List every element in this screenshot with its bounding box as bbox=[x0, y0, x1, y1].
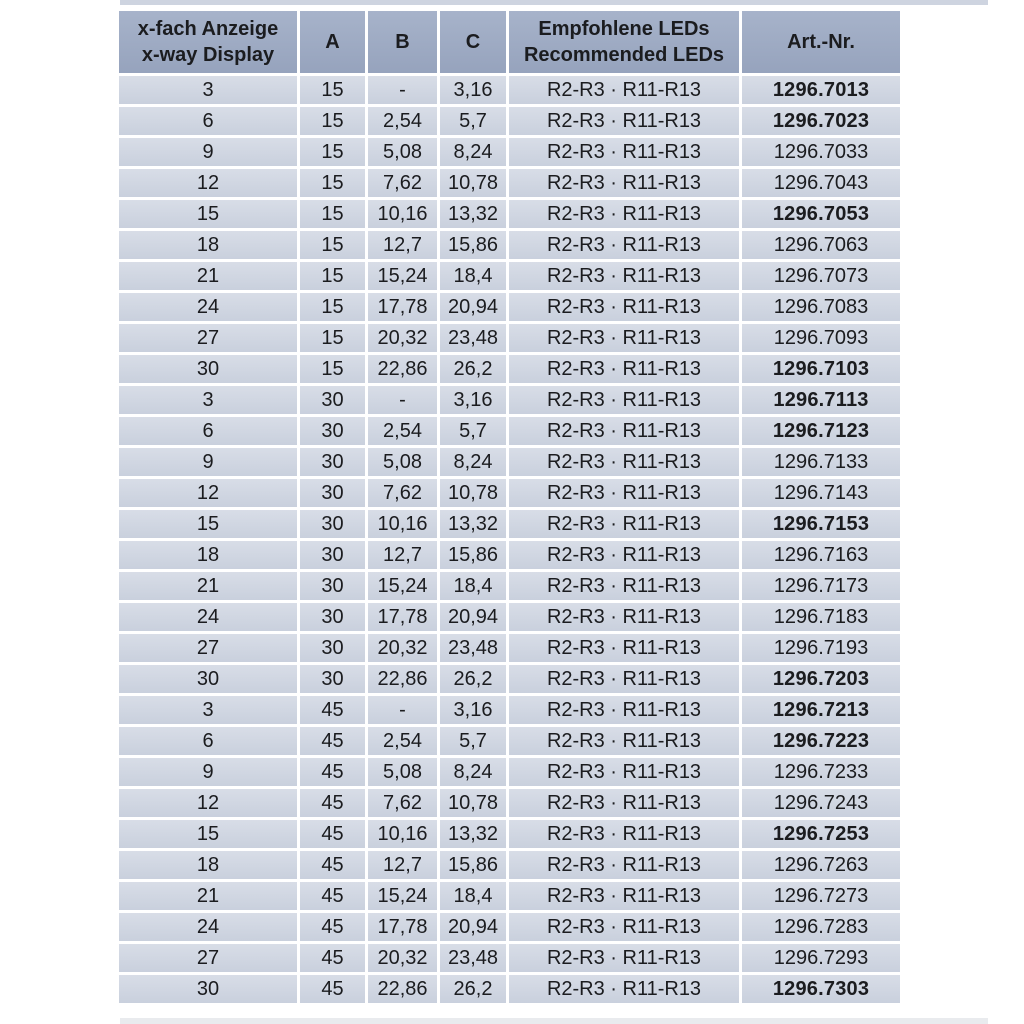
cell-art: 1296.7213 bbox=[742, 696, 900, 724]
cell-display: 24 bbox=[119, 913, 297, 941]
cell-b: 10,16 bbox=[368, 200, 437, 228]
table-row bbox=[119, 851, 900, 879]
cell-leds: R2-R3 · R11-R13 bbox=[509, 386, 739, 414]
cell-b: 17,78 bbox=[368, 913, 437, 941]
cell-art: 1296.7073 bbox=[742, 262, 900, 290]
cell-display: 12 bbox=[119, 169, 297, 197]
table-row bbox=[119, 820, 900, 848]
cell-display: 21 bbox=[119, 882, 297, 910]
table-row bbox=[119, 76, 900, 104]
cell-display: 15 bbox=[119, 510, 297, 538]
col-header-display-de: x-fach Anzeige bbox=[137, 18, 279, 40]
cell-c: 26,2 bbox=[440, 975, 506, 1003]
cell-display: 27 bbox=[119, 634, 297, 662]
cell-a: 15 bbox=[300, 293, 365, 321]
table-row bbox=[119, 200, 900, 228]
cell-c: 26,2 bbox=[440, 355, 506, 383]
col-header-a: A bbox=[300, 11, 365, 73]
cell-a: 45 bbox=[300, 851, 365, 879]
cell-c: 3,16 bbox=[440, 696, 506, 724]
table-row bbox=[119, 665, 900, 693]
cell-leds: R2-R3 · R11-R13 bbox=[509, 572, 739, 600]
cell-a: 30 bbox=[300, 572, 365, 600]
cell-c: 20,94 bbox=[440, 913, 506, 941]
cell-display: 15 bbox=[119, 200, 297, 228]
cell-art: 1296.7143 bbox=[742, 479, 900, 507]
cell-display: 18 bbox=[119, 231, 297, 259]
cell-b: 2,54 bbox=[368, 107, 437, 135]
cell-a: 45 bbox=[300, 820, 365, 848]
cell-leds: R2-R3 · R11-R13 bbox=[509, 200, 739, 228]
cell-leds: R2-R3 · R11-R13 bbox=[509, 913, 739, 941]
led-display-spec-table bbox=[116, 8, 903, 1006]
cell-c: 23,48 bbox=[440, 634, 506, 662]
cell-art: 1296.7053 bbox=[742, 200, 900, 228]
cell-art: 1296.7093 bbox=[742, 324, 900, 352]
cell-b: 2,54 bbox=[368, 417, 437, 445]
cell-display: 9 bbox=[119, 138, 297, 166]
cell-a: 15 bbox=[300, 355, 365, 383]
cell-leds: R2-R3 · R11-R13 bbox=[509, 479, 739, 507]
cell-a: 45 bbox=[300, 944, 365, 972]
cell-c: 8,24 bbox=[440, 758, 506, 786]
cell-leds: R2-R3 · R11-R13 bbox=[509, 882, 739, 910]
cell-leds: R2-R3 · R11-R13 bbox=[509, 293, 739, 321]
cell-a: 45 bbox=[300, 975, 365, 1003]
cell-a: 15 bbox=[300, 231, 365, 259]
cell-display: 18 bbox=[119, 541, 297, 569]
cell-a: 30 bbox=[300, 634, 365, 662]
cell-display: 27 bbox=[119, 324, 297, 352]
scan-artifact-top bbox=[120, 0, 988, 5]
cell-b: 12,7 bbox=[368, 541, 437, 569]
cell-c: 10,78 bbox=[440, 479, 506, 507]
cell-c: 15,86 bbox=[440, 541, 506, 569]
cell-art: 1296.7083 bbox=[742, 293, 900, 321]
table-row bbox=[119, 386, 900, 414]
cell-display: 24 bbox=[119, 603, 297, 631]
cell-a: 45 bbox=[300, 882, 365, 910]
cell-leds: R2-R3 · R11-R13 bbox=[509, 417, 739, 445]
table-row bbox=[119, 107, 900, 135]
cell-b: 15,24 bbox=[368, 882, 437, 910]
cell-a: 30 bbox=[300, 386, 365, 414]
cell-leds: R2-R3 · R11-R13 bbox=[509, 231, 739, 259]
cell-a: 30 bbox=[300, 448, 365, 476]
cell-display: 6 bbox=[119, 727, 297, 755]
col-header-leds-en: Recommended LEDs bbox=[523, 44, 725, 66]
table-row bbox=[119, 944, 900, 972]
cell-c: 10,78 bbox=[440, 169, 506, 197]
cell-c: 20,94 bbox=[440, 293, 506, 321]
cell-c: 13,32 bbox=[440, 200, 506, 228]
cell-a: 45 bbox=[300, 727, 365, 755]
cell-art: 1296.7043 bbox=[742, 169, 900, 197]
cell-display: 6 bbox=[119, 417, 297, 445]
cell-leds: R2-R3 · R11-R13 bbox=[509, 76, 739, 104]
cell-display: 12 bbox=[119, 789, 297, 817]
cell-a: 45 bbox=[300, 789, 365, 817]
cell-art: 1296.7293 bbox=[742, 944, 900, 972]
cell-display: 30 bbox=[119, 355, 297, 383]
cell-art: 1296.7183 bbox=[742, 603, 900, 631]
cell-leds: R2-R3 · R11-R13 bbox=[509, 169, 739, 197]
cell-c: 8,24 bbox=[440, 138, 506, 166]
cell-leds: R2-R3 · R11-R13 bbox=[509, 944, 739, 972]
cell-c: 3,16 bbox=[440, 76, 506, 104]
cell-art: 1296.7243 bbox=[742, 789, 900, 817]
table-row bbox=[119, 572, 900, 600]
cell-art: 1296.7033 bbox=[742, 138, 900, 166]
cell-c: 8,24 bbox=[440, 448, 506, 476]
cell-display: 9 bbox=[119, 448, 297, 476]
cell-display: 24 bbox=[119, 293, 297, 321]
cell-b: 5,08 bbox=[368, 448, 437, 476]
scan-artifact-bottom bbox=[120, 1018, 988, 1024]
cell-leds: R2-R3 · R11-R13 bbox=[509, 851, 739, 879]
table-row bbox=[119, 231, 900, 259]
cell-leds: R2-R3 · R11-R13 bbox=[509, 975, 739, 1003]
cell-leds: R2-R3 · R11-R13 bbox=[509, 634, 739, 662]
cell-leds: R2-R3 · R11-R13 bbox=[509, 355, 739, 383]
cell-b: 7,62 bbox=[368, 169, 437, 197]
cell-a: 15 bbox=[300, 107, 365, 135]
cell-art: 1296.7303 bbox=[742, 975, 900, 1003]
cell-leds: R2-R3 · R11-R13 bbox=[509, 324, 739, 352]
cell-leds: R2-R3 · R11-R13 bbox=[509, 138, 739, 166]
table-row bbox=[119, 541, 900, 569]
cell-c: 10,78 bbox=[440, 789, 506, 817]
cell-c: 5,7 bbox=[440, 727, 506, 755]
cell-b: 17,78 bbox=[368, 293, 437, 321]
cell-c: 13,32 bbox=[440, 510, 506, 538]
table-header bbox=[119, 11, 900, 73]
cell-display: 3 bbox=[119, 76, 297, 104]
col-header-c: C bbox=[440, 11, 506, 73]
cell-a: 15 bbox=[300, 169, 365, 197]
cell-b: 7,62 bbox=[368, 479, 437, 507]
cell-b: 15,24 bbox=[368, 572, 437, 600]
cell-a: 15 bbox=[300, 324, 365, 352]
cell-art: 1296.7273 bbox=[742, 882, 900, 910]
cell-display: 21 bbox=[119, 572, 297, 600]
cell-c: 5,7 bbox=[440, 417, 506, 445]
table-row bbox=[119, 603, 900, 631]
cell-art: 1296.7263 bbox=[742, 851, 900, 879]
table-row bbox=[119, 882, 900, 910]
cell-display: 3 bbox=[119, 386, 297, 414]
cell-c: 23,48 bbox=[440, 944, 506, 972]
cell-b: - bbox=[368, 76, 437, 104]
cell-a: 45 bbox=[300, 913, 365, 941]
cell-art: 1296.7173 bbox=[742, 572, 900, 600]
cell-art: 1296.7023 bbox=[742, 107, 900, 135]
cell-a: 45 bbox=[300, 696, 365, 724]
cell-a: 15 bbox=[300, 76, 365, 104]
cell-a: 15 bbox=[300, 200, 365, 228]
cell-leds: R2-R3 · R11-R13 bbox=[509, 727, 739, 755]
cell-b: 7,62 bbox=[368, 789, 437, 817]
cell-art: 1296.7283 bbox=[742, 913, 900, 941]
cell-c: 26,2 bbox=[440, 665, 506, 693]
cell-b: 5,08 bbox=[368, 138, 437, 166]
cell-art: 1296.7203 bbox=[742, 665, 900, 693]
cell-art: 1296.7063 bbox=[742, 231, 900, 259]
cell-art: 1296.7163 bbox=[742, 541, 900, 569]
cell-b: 12,7 bbox=[368, 231, 437, 259]
cell-display: 3 bbox=[119, 696, 297, 724]
cell-display: 18 bbox=[119, 851, 297, 879]
table-row bbox=[119, 324, 900, 352]
cell-b: 20,32 bbox=[368, 324, 437, 352]
col-header-leds-de: Empfohlene LEDs bbox=[538, 18, 710, 40]
cell-art: 1296.7223 bbox=[742, 727, 900, 755]
col-header-b: B bbox=[368, 11, 437, 73]
cell-art: 1296.7113 bbox=[742, 386, 900, 414]
table-body bbox=[119, 76, 900, 1003]
table-row bbox=[119, 479, 900, 507]
cell-b: 5,08 bbox=[368, 758, 437, 786]
cell-leds: R2-R3 · R11-R13 bbox=[509, 789, 739, 817]
cell-leds: R2-R3 · R11-R13 bbox=[509, 510, 739, 538]
cell-c: 18,4 bbox=[440, 882, 506, 910]
cell-b: 17,78 bbox=[368, 603, 437, 631]
cell-leds: R2-R3 · R11-R13 bbox=[509, 107, 739, 135]
cell-leds: R2-R3 · R11-R13 bbox=[509, 665, 739, 693]
table-row bbox=[119, 510, 900, 538]
cell-c: 5,7 bbox=[440, 107, 506, 135]
table-row bbox=[119, 138, 900, 166]
table-row bbox=[119, 169, 900, 197]
cell-display: 6 bbox=[119, 107, 297, 135]
col-header-art-nr: Art.-Nr. bbox=[742, 11, 900, 73]
table-row bbox=[119, 634, 900, 662]
table-row bbox=[119, 696, 900, 724]
cell-leds: R2-R3 · R11-R13 bbox=[509, 603, 739, 631]
cell-c: 15,86 bbox=[440, 851, 506, 879]
cell-a: 30 bbox=[300, 603, 365, 631]
cell-art: 1296.7013 bbox=[742, 76, 900, 104]
cell-b: 10,16 bbox=[368, 820, 437, 848]
cell-b: 15,24 bbox=[368, 262, 437, 290]
table-row bbox=[119, 975, 900, 1003]
cell-b: 22,86 bbox=[368, 665, 437, 693]
table-row bbox=[119, 448, 900, 476]
col-header-display bbox=[119, 11, 297, 73]
cell-art: 1296.7153 bbox=[742, 510, 900, 538]
cell-a: 45 bbox=[300, 758, 365, 786]
cell-art: 1296.7103 bbox=[742, 355, 900, 383]
cell-a: 15 bbox=[300, 262, 365, 290]
cell-display: 12 bbox=[119, 479, 297, 507]
cell-a: 30 bbox=[300, 541, 365, 569]
cell-art: 1296.7253 bbox=[742, 820, 900, 848]
cell-display: 30 bbox=[119, 975, 297, 1003]
table-row bbox=[119, 758, 900, 786]
cell-b: 22,86 bbox=[368, 355, 437, 383]
table-row bbox=[119, 417, 900, 445]
cell-b: - bbox=[368, 696, 437, 724]
cell-a: 30 bbox=[300, 479, 365, 507]
col-header-leds bbox=[509, 11, 739, 73]
cell-b: 20,32 bbox=[368, 634, 437, 662]
cell-leds: R2-R3 · R11-R13 bbox=[509, 448, 739, 476]
cell-b: 20,32 bbox=[368, 944, 437, 972]
header-row bbox=[119, 11, 900, 73]
cell-display: 15 bbox=[119, 820, 297, 848]
cell-leds: R2-R3 · R11-R13 bbox=[509, 696, 739, 724]
col-header-display-en: x-way Display bbox=[141, 44, 275, 66]
cell-leds: R2-R3 · R11-R13 bbox=[509, 820, 739, 848]
cell-b: - bbox=[368, 386, 437, 414]
cell-b: 2,54 bbox=[368, 727, 437, 755]
cell-c: 23,48 bbox=[440, 324, 506, 352]
cell-display: 9 bbox=[119, 758, 297, 786]
cell-display: 27 bbox=[119, 944, 297, 972]
table-row bbox=[119, 293, 900, 321]
table-row bbox=[119, 262, 900, 290]
cell-c: 13,32 bbox=[440, 820, 506, 848]
cell-c: 18,4 bbox=[440, 262, 506, 290]
cell-b: 22,86 bbox=[368, 975, 437, 1003]
cell-leds: R2-R3 · R11-R13 bbox=[509, 758, 739, 786]
cell-a: 30 bbox=[300, 510, 365, 538]
cell-a: 15 bbox=[300, 138, 365, 166]
cell-c: 15,86 bbox=[440, 231, 506, 259]
cell-a: 30 bbox=[300, 417, 365, 445]
table-row bbox=[119, 913, 900, 941]
cell-leds: R2-R3 · R11-R13 bbox=[509, 262, 739, 290]
cell-art: 1296.7233 bbox=[742, 758, 900, 786]
cell-art: 1296.7133 bbox=[742, 448, 900, 476]
cell-display: 21 bbox=[119, 262, 297, 290]
table-row bbox=[119, 355, 900, 383]
cell-display: 30 bbox=[119, 665, 297, 693]
cell-leds: R2-R3 · R11-R13 bbox=[509, 541, 739, 569]
cell-art: 1296.7193 bbox=[742, 634, 900, 662]
cell-a: 30 bbox=[300, 665, 365, 693]
cell-c: 20,94 bbox=[440, 603, 506, 631]
cell-c: 3,16 bbox=[440, 386, 506, 414]
cell-art: 1296.7123 bbox=[742, 417, 900, 445]
table-row bbox=[119, 727, 900, 755]
cell-b: 12,7 bbox=[368, 851, 437, 879]
cell-c: 18,4 bbox=[440, 572, 506, 600]
table-row bbox=[119, 789, 900, 817]
cell-b: 10,16 bbox=[368, 510, 437, 538]
